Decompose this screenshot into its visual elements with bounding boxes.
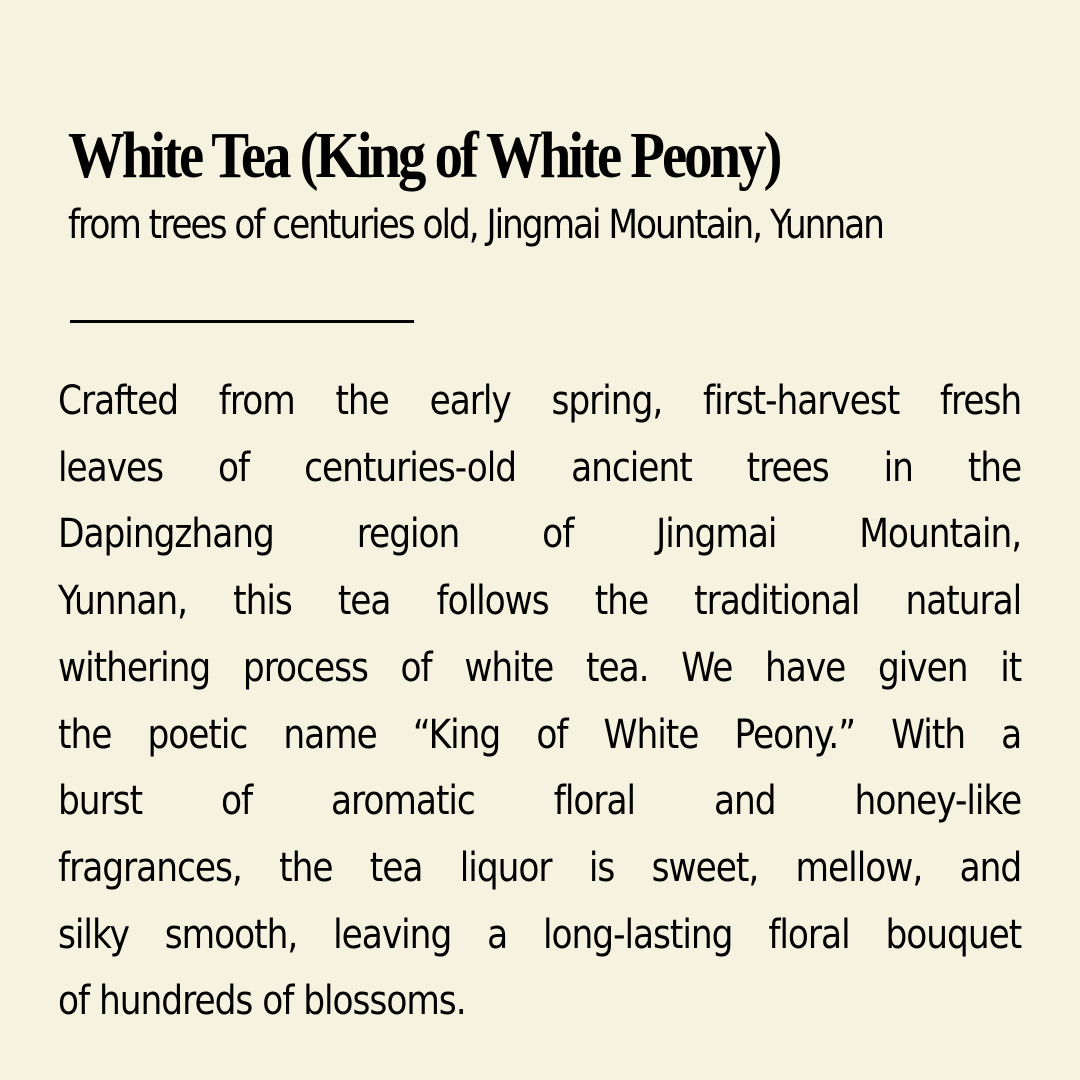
description-line: leaves of centuries-old ancient trees in the xyxy=(58,444,1022,491)
description-line: of hundreds of blossoms. xyxy=(58,978,466,1025)
description-line: silky smooth, leaving a long-lasting floral bouquet xyxy=(58,911,1022,958)
description-line: the poetic name “King of White Peony.” With a xyxy=(58,711,1022,758)
description-line: withering process of white tea. We have given it xyxy=(58,644,1022,691)
description-line: burst of aromatic floral and honey-like xyxy=(58,778,1022,825)
description-line: Yunnan, this tea follows the traditional natural xyxy=(58,578,1022,625)
page-subtitle: from trees of centuries old, Jingmai Mountain, Yunnan xyxy=(68,202,883,248)
description-line: Dapingzhang region of Jingmai Mountain, xyxy=(58,511,1022,558)
description-line: Crafted from the early spring, first-harvest fresh xyxy=(58,378,1022,424)
page-title: White Tea (King of White Peony) xyxy=(68,119,780,193)
description-line: fragrances, the tea liquor is sweet, mellow, and xyxy=(58,844,1022,891)
divider-line xyxy=(70,320,414,323)
description-paragraph xyxy=(58,368,1022,1035)
